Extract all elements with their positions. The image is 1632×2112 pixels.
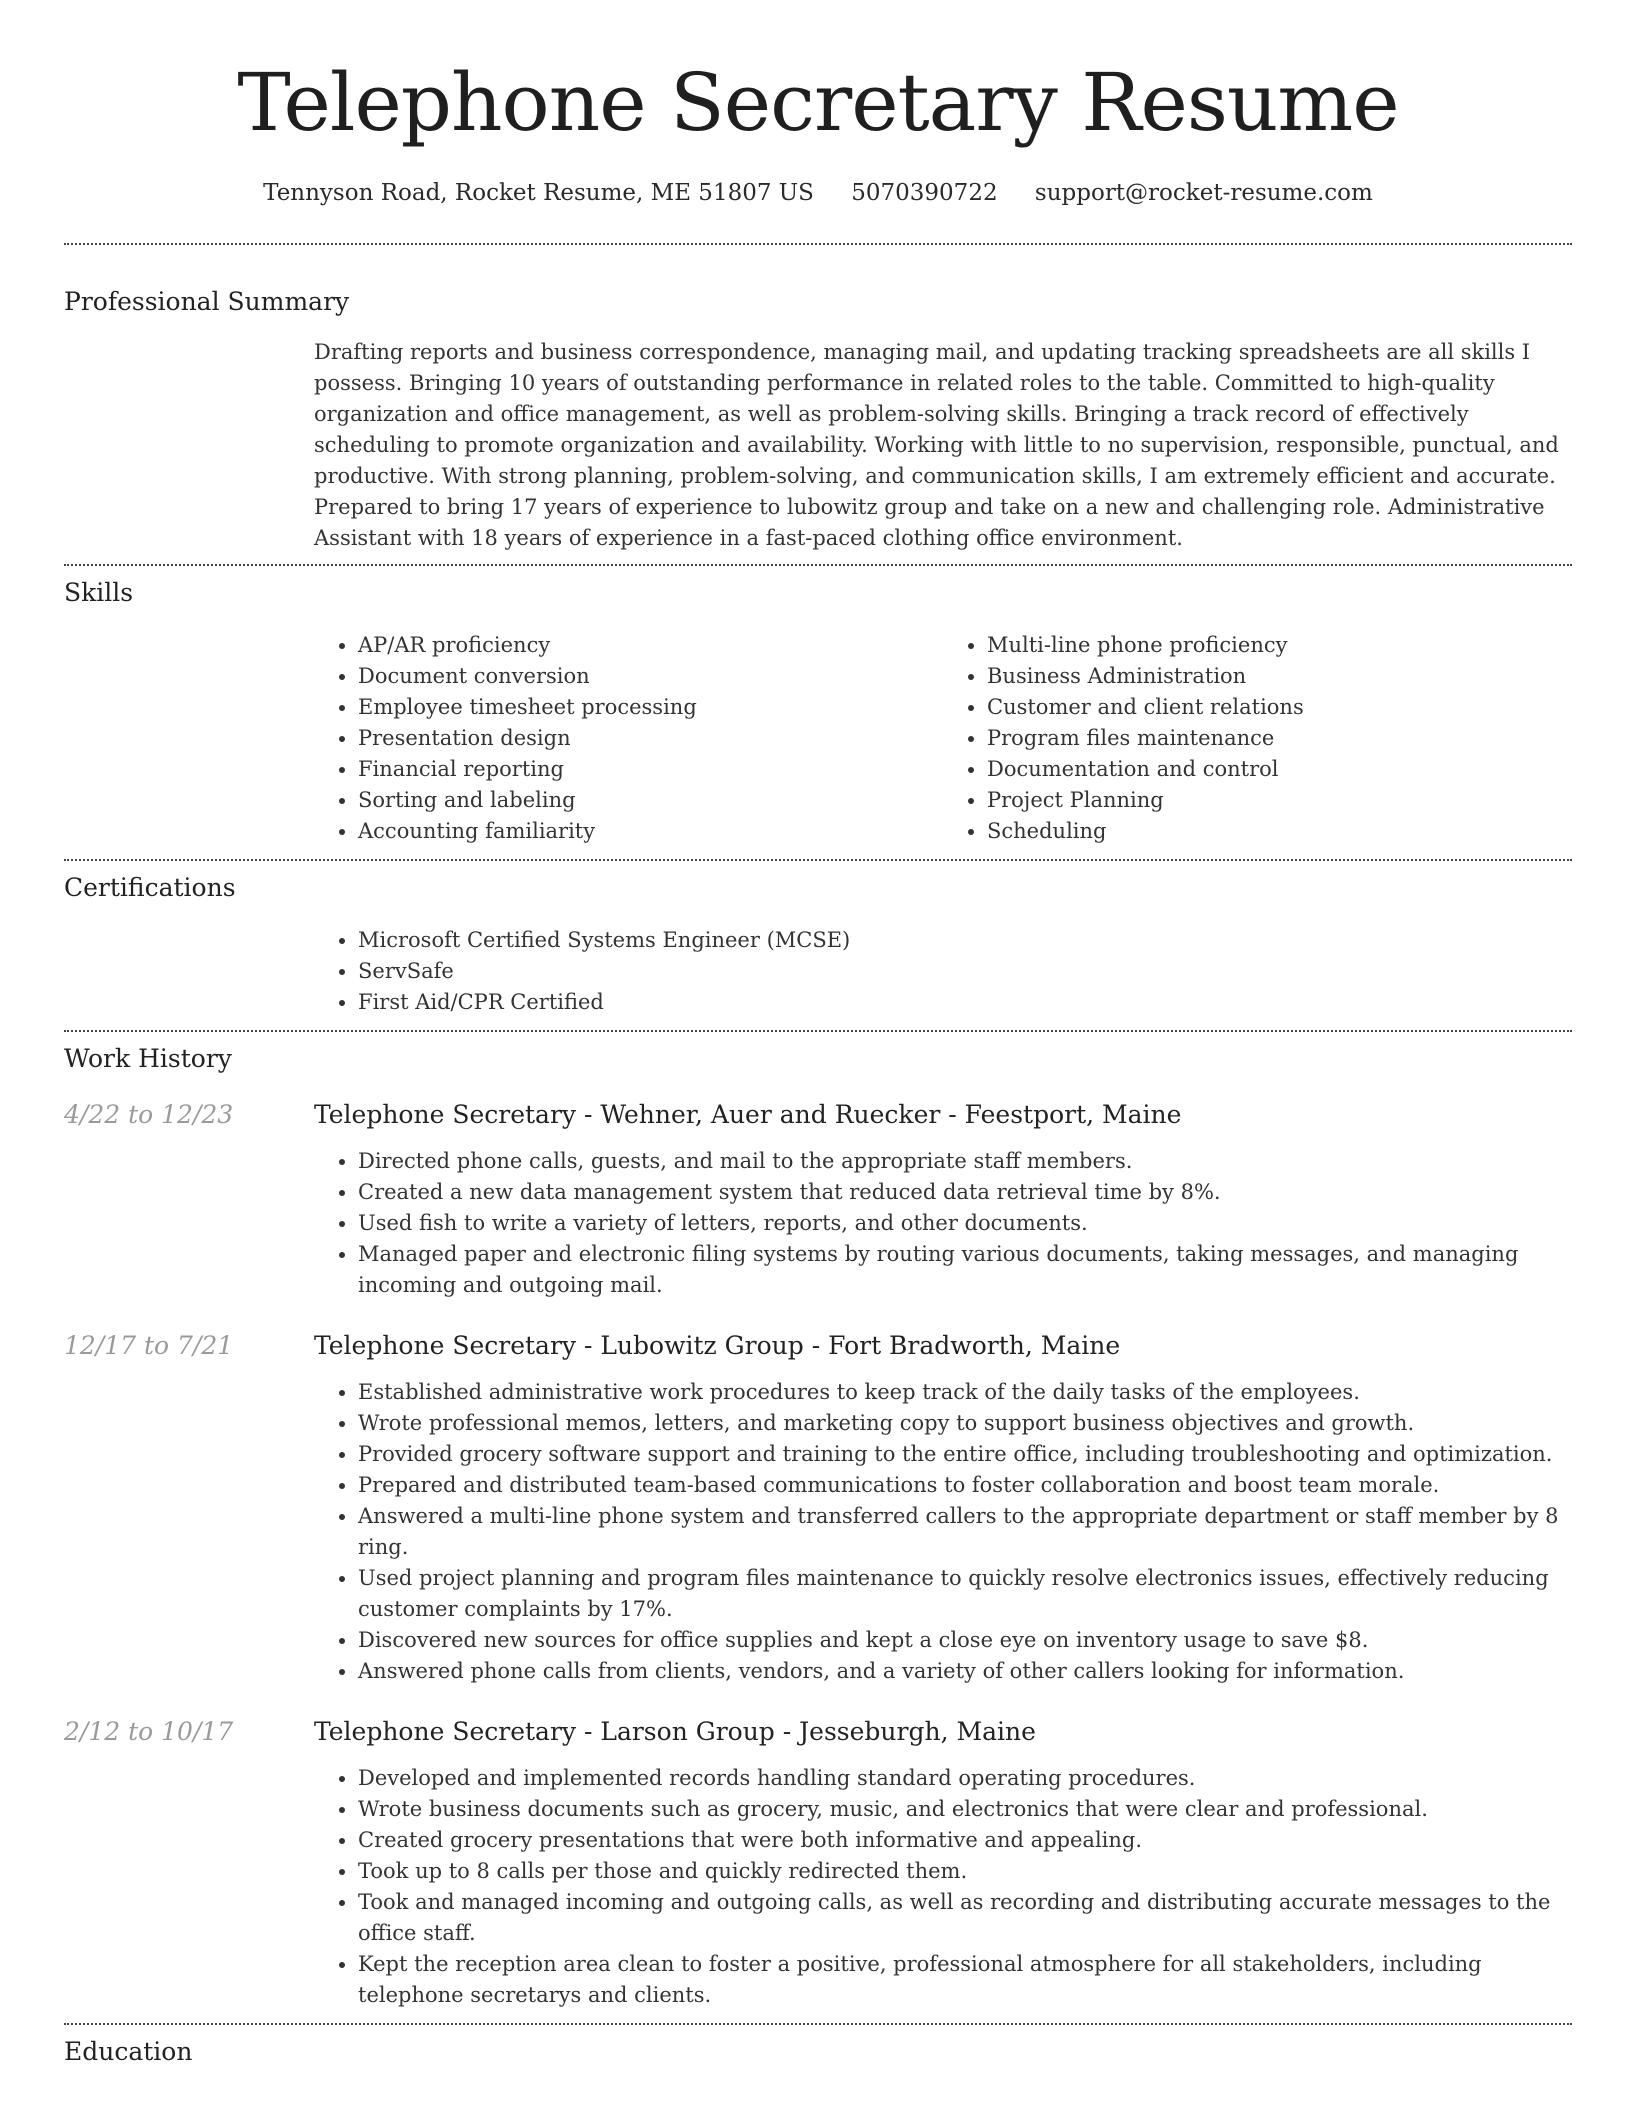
job-bullet: • Kept the reception area clean to foster a positive, professional atmosphere for all stakeholders, including telephone secretarys and clients.: [358, 1949, 1572, 2011]
skill-item: • AP/AR proficiency: [358, 630, 943, 661]
divider: [64, 243, 1572, 245]
job-bullet: • Discovered new sources for office supplies and kept a close eye on inventory usage to save $8.: [358, 1625, 1572, 1656]
certifications-section: [64, 871, 1572, 1018]
job-dates: 12/17 to 7/21: [64, 1331, 234, 1360]
job-entry: [64, 1715, 1572, 2011]
skill-item: • Document conversion: [358, 661, 943, 692]
certifications-heading: Certifications: [64, 873, 236, 902]
education-heading: Education: [64, 2037, 193, 2066]
divider: [64, 2023, 1572, 2025]
certifications-body: [314, 925, 1572, 1018]
job-bullet: • Established administrative work procedures to keep track of the daily tasks of the employees.: [358, 1377, 1572, 1408]
skill-item: • Multi-line phone proficiency: [987, 630, 1572, 661]
education-section: [64, 2035, 1572, 2069]
skill-item: • Program files maintenance: [987, 723, 1572, 754]
job-bullet: • Directed phone calls, guests, and mail to the appropriate staff members.: [358, 1146, 1572, 1177]
summary-heading: Professional Summary: [64, 287, 350, 316]
job-bullet: • Used fish to write a variety of letters, reports, and other documents.: [358, 1208, 1572, 1239]
skills-grid: [314, 630, 1572, 847]
job-heading: Telephone Secretary - Larson Group - Jesseburgh, Maine: [314, 1717, 1036, 1746]
contact-address: Tennyson Road, Rocket Resume, ME 51807 US: [263, 180, 814, 206]
skill-item: • Sorting and labeling: [358, 785, 943, 816]
skills-section: [64, 576, 1572, 847]
job-entry: [64, 1098, 1572, 1301]
job-heading: Telephone Secretary - Wehner, Auer and Ruecker - Feestport, Maine: [314, 1100, 1182, 1129]
skill-item: • Employee timesheet processing: [358, 692, 943, 723]
job-bullet: • Provided grocery software support and training to the entire office, including troubleshooting and optimization.: [358, 1439, 1572, 1470]
skill-item: • Business Administration: [987, 661, 1572, 692]
job-dates: 2/12 to 10/17: [64, 1717, 234, 1746]
skill-item: • Documentation and control: [987, 754, 1572, 785]
job-entry: [64, 1329, 1572, 1687]
job-bullet: • Developed and implemented records handling standard operating procedures.: [358, 1763, 1572, 1794]
job-bullet: • Created a new data management system that reduced data retrieval time by 8%.: [358, 1177, 1572, 1208]
skill-item: • Scheduling: [987, 816, 1572, 847]
certification-item: • First Aid/CPR Certified: [358, 987, 1572, 1018]
summary-section: [64, 285, 1572, 554]
job-bullets: [314, 1377, 1572, 1687]
certification-item: • Microsoft Certified Systems Engineer (MCSE): [358, 925, 1572, 956]
skill-item: • Financial reporting: [358, 754, 943, 785]
job-bullet: • Answered a multi-line phone system and transferred callers to the appropriate department or staff member by 8 ring.: [358, 1501, 1572, 1563]
job-bullet: • Wrote business documents such as grocery, music, and electronics that were clear and professional.: [358, 1794, 1572, 1825]
resume-title: Telephone Secretary Resume: [237, 56, 1399, 149]
certification-item: • ServSafe: [358, 956, 1572, 987]
skill-item: • Customer and client relations: [987, 692, 1572, 723]
summary-text: Drafting reports and business correspondence, managing mail, and updating tracking spreadsheets are all skills I possess. Bringing 10 years of outstanding performance in related roles to the table. Committed to high-quality organization and office management, as well as problem-solving skills. Bringing a track record of effectively scheduling to promote organization and availability. Working with little to no supervision, responsible, punctual, and productive. With strong planning, problem-solving, and communication skills, I am extremely efficient and accurate. Prepared to bring 17 years of experience to lubowitz group and take on a new and challenging role. Administrative Assistant with 18 years of experience in a fast-paced clothing office environment.: [314, 340, 1559, 550]
job-bullet: • Took and managed incoming and outgoing calls, as well as recording and distributing accurate messages to the office staff.: [358, 1887, 1572, 1949]
skills-list-left: [314, 630, 943, 847]
job-bullet: • Managed paper and electronic filing systems by routing various documents, taking messages, and managing incoming and outgoing mail.: [358, 1239, 1572, 1301]
job-dates: 4/22 to 12/23: [64, 1100, 234, 1129]
job-bullet: • Created grocery presentations that were both informative and appealing.: [358, 1825, 1572, 1856]
job-bullets: [314, 1763, 1572, 2011]
job-heading: Telephone Secretary - Lubowitz Group - Fort Bradworth, Maine: [314, 1331, 1121, 1360]
contact-phone[interactable]: 5070390722: [851, 180, 998, 206]
job-bullet: • Prepared and distributed team-based communications to foster collaboration and boost team morale.: [358, 1470, 1572, 1501]
job-bullet: • Used project planning and program files maintenance to quickly resolve electronics issues, effectively reducing customer complaints by 17%.: [358, 1563, 1572, 1625]
job-bullet: • Took up to 8 calls per those and quickly redirected them.: [358, 1856, 1572, 1887]
divider: [64, 1030, 1572, 1032]
skills-heading: Skills: [64, 578, 134, 607]
job-bullet: • Answered phone calls from clients, vendors, and a variety of other callers looking for information.: [358, 1656, 1572, 1687]
certifications-list: [314, 925, 1572, 1018]
work-history-section: [64, 1042, 1572, 2011]
job-bullets: [314, 1146, 1572, 1301]
skills-list-right: [943, 630, 1572, 847]
contact-line: [64, 177, 1572, 209]
resume-page: [64, 0, 1572, 2069]
skill-item: • Presentation design: [358, 723, 943, 754]
job-bullet: • Wrote professional memos, letters, and marketing copy to support business objectives and growth.: [358, 1408, 1572, 1439]
skill-item: • Accounting familiarity: [358, 816, 943, 847]
divider: [64, 859, 1572, 861]
skill-item: • Project Planning: [987, 785, 1572, 816]
summary-body: [314, 337, 1572, 554]
divider: [64, 564, 1572, 566]
work-history-heading: Work History: [64, 1044, 232, 1073]
contact-email[interactable]: support@rocket-resume.com: [1034, 180, 1373, 206]
